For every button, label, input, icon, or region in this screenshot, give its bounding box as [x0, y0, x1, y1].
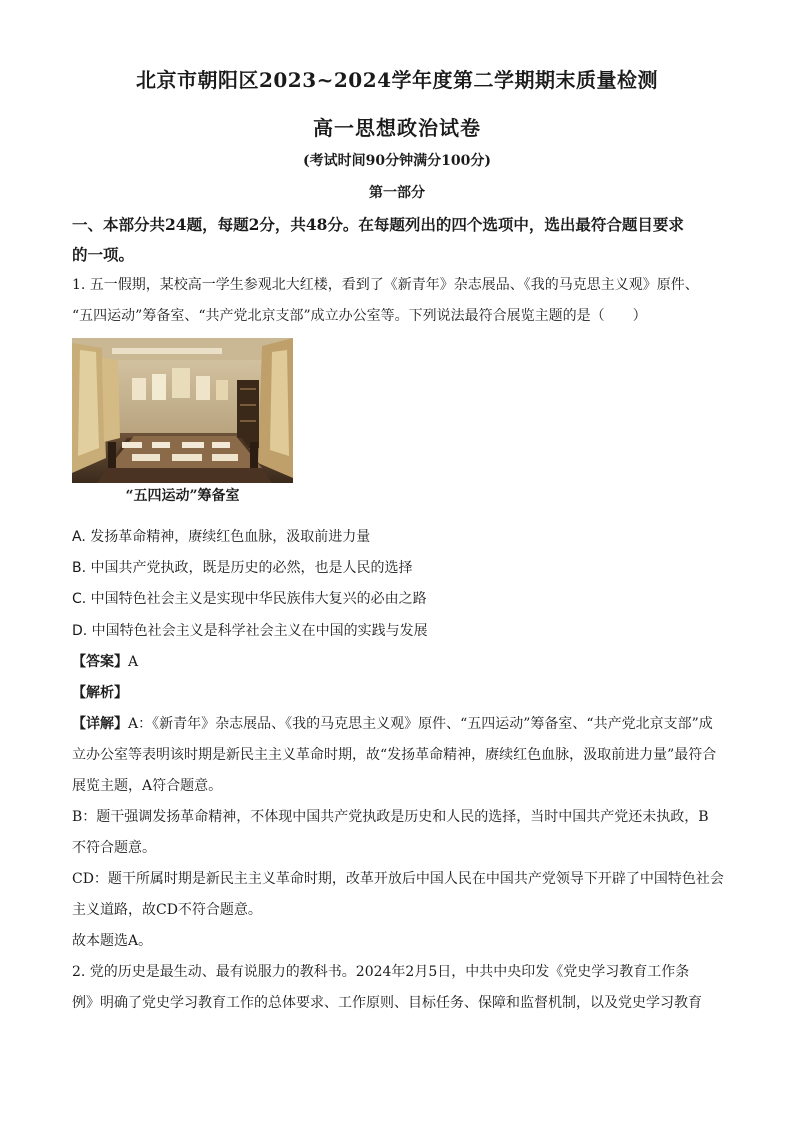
section-instruction-line1: 一、本部分共24题，每题2分，共48分。在每题列出的四个选项中，选出最符合题目要求 — [72, 215, 684, 234]
analysis-label: 【解析】 — [72, 685, 128, 701]
section-instruction — [72, 210, 722, 270]
q1-b-analysis-line1: B：题干强调发扬革命精神，不体现中国共产党执政是历史和人民的选择，当时中国共产党还未执政，B — [72, 809, 709, 825]
q1-detail-line3: 展览主题，A符合题意。 — [72, 778, 223, 794]
exhibition-room-photo — [72, 338, 293, 483]
exam-title: 北京市朝阳区2023~2024学年度第二学期期末质量检测 — [135, 68, 659, 92]
q1-cd-analysis-line1: CD：题干所属时期是新民主主义革命时期，改革开放后中国人民在中国共产党领导下开辟了中国特色社会 — [72, 871, 724, 887]
q1-b-analysis-line2: 不符合题意。 — [72, 840, 156, 856]
exam-subject: 高一思想政治试卷 — [313, 116, 481, 140]
answer-value: A — [128, 654, 139, 670]
q2-stem-line1: 2. 党的历史是最生动、最有说服力的教科书。2024年2月5日，中共中央印发《党史学习教育工作条 — [72, 964, 690, 980]
q1-cd-analysis-line2: 主义道路，故CD不符合题意。 — [72, 902, 262, 918]
photo-caption: “五四运动”筹备室 — [125, 488, 240, 504]
q1-detail-line2: 立办公室等表明该时期是新民主主义革命时期，故“发扬革命精神，赓续红色血脉，汲取前进力量”最符合 — [72, 747, 717, 763]
detail-label: 【详解】 — [72, 716, 128, 732]
q1-option-d[interactable]: D. 中国特色社会主义是科学社会主义在中国的实践与发展 — [72, 623, 428, 639]
q1-conclusion: 故本题选A。 — [72, 933, 153, 949]
detail-text-1: A：《新青年》杂志展品、《我的马克思主义观》原件、“五四运动”筹备室、“共产党北京支部”成 — [128, 716, 713, 732]
q1-detail-line1 — [72, 713, 732, 733]
q1-option-b[interactable]: B. 中国共产党执政，既是历史的必然，也是人民的选择 — [72, 560, 413, 576]
q1-stem-line2: “五四运动”筹备室、“共产党北京支部”成立办公室等。下列说法最符合展览主题的是（ ） — [72, 308, 647, 324]
q1-stem-line1: 1. 五一假期，某校高一学生参观北大红楼，看到了《新青年》杂志展品、《我的马克思主义观》原件、 — [72, 277, 699, 293]
part-heading: 第一部分 — [369, 185, 425, 201]
q1-option-a[interactable]: A. 发扬革命精神，赓续红色血脉，汲取前进力量 — [72, 529, 371, 545]
q2-stem-line2: 例》明确了党史学习教育工作的总体要求、工作原则、目标任务、保障和监督机制，以及党史学习教育 — [72, 995, 702, 1011]
section-instruction-line2: 的一项。 — [72, 245, 135, 264]
q1-answer — [72, 651, 138, 671]
photo-illustration — [72, 338, 293, 483]
q1-option-c[interactable]: C. 中国特色社会主义是实现中华民族伟大复兴的必由之路 — [72, 591, 427, 607]
answer-label: 【答案】 — [72, 654, 128, 670]
exam-info: (考试时间90分钟满分100分) — [303, 153, 491, 169]
